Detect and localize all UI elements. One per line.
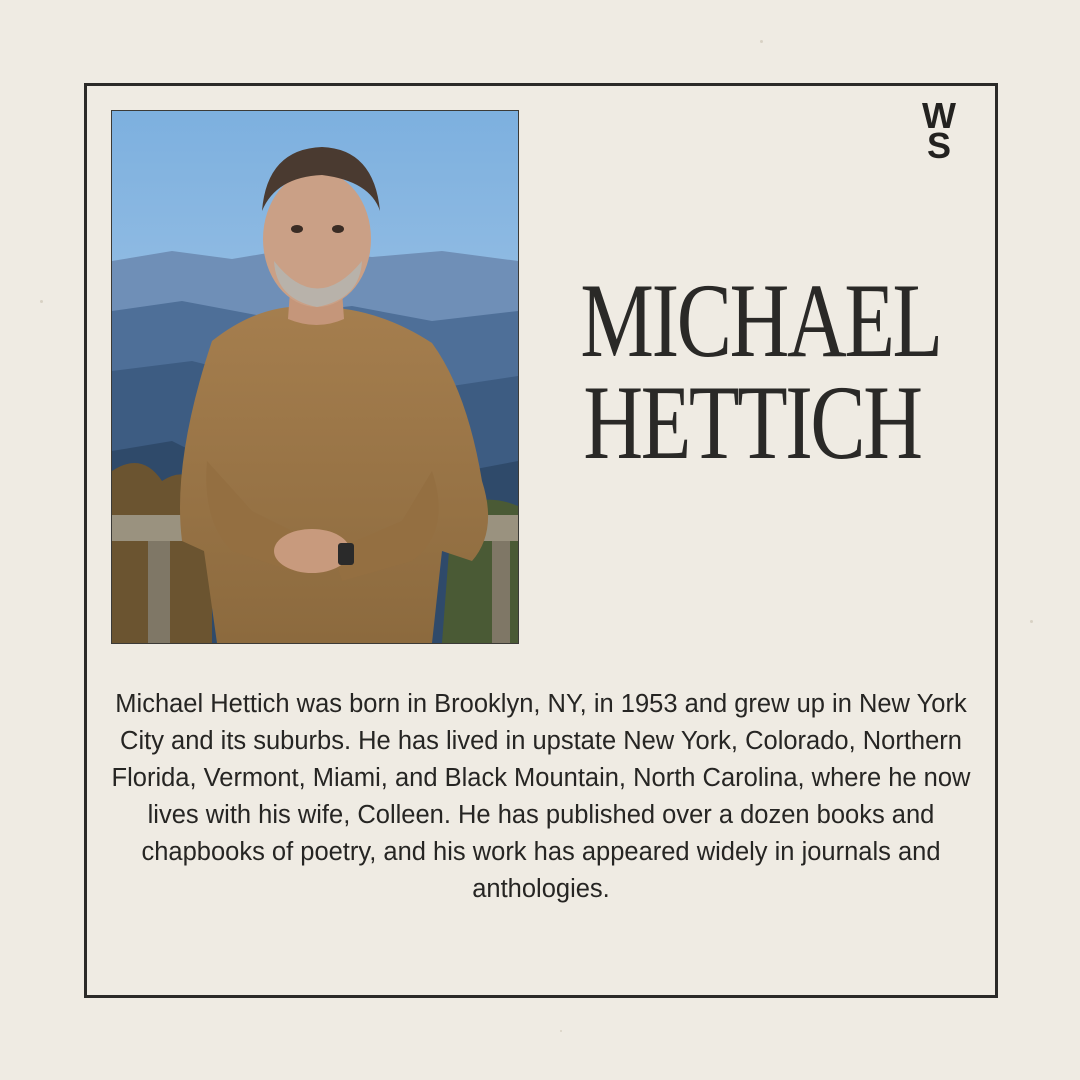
author-photo (111, 110, 519, 644)
author-first-name: MICHAEL (580, 262, 941, 379)
author-bio: Michael Hettich was born in Brooklyn, NY, in 1953 and grew up in New York City and its suburbs. He has lived in upstate New York, Colorado, Northern Florida, Vermont, Miami, and Black Mountain, North Carolina, where he now lives with his wife, Colleen. He has published over a dozen books and chapbooks of poetry, and his work has appeared widely in journals and anthologies. (111, 690, 971, 903)
paper-speck (1030, 620, 1033, 623)
logo-letter-w: W (922, 95, 956, 136)
paper-speck (40, 300, 43, 303)
paper-speck (560, 1030, 562, 1032)
card-frame (84, 83, 998, 998)
logo-letter-s: S (926, 125, 951, 166)
author-last-name: HETTICH (583, 364, 921, 481)
ws-logo (914, 95, 964, 166)
author-name (580, 262, 941, 481)
paper-speck (760, 40, 763, 43)
